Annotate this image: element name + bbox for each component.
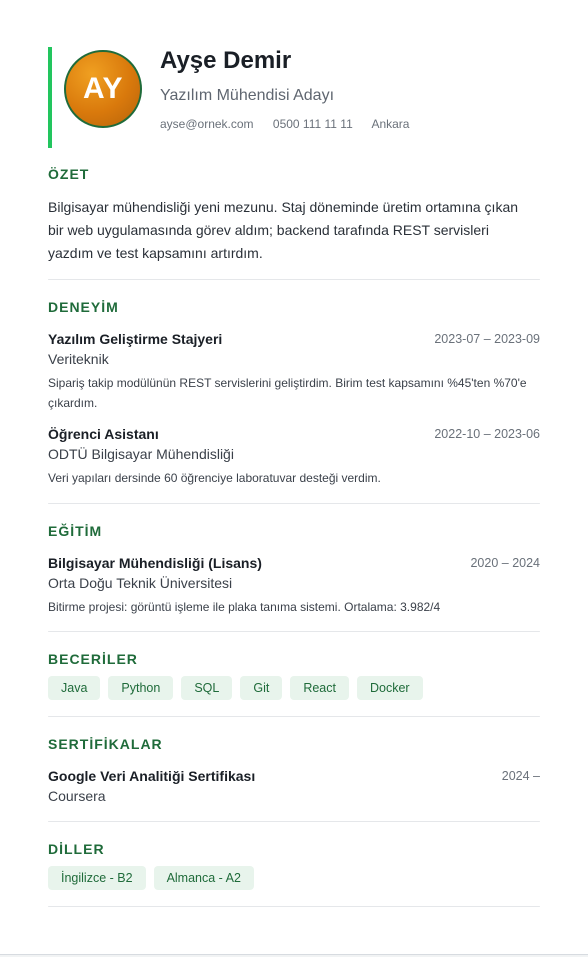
- section-divider: [48, 631, 540, 632]
- certificate-item-date: 2024 –: [501, 769, 540, 783]
- candidate-name: Ayşe Demir: [160, 47, 292, 74]
- candidate-role: Yazılım Mühendisi Adayı: [160, 87, 335, 104]
- experience-item-title: Yazılım Geliştirme Stajyeri: [48, 331, 223, 347]
- experience-item-org: ODTÜ Bilgisayar Mühendisliği: [48, 446, 234, 462]
- education-section-title: EĞİTİM: [48, 523, 103, 539]
- section-divider: [48, 279, 540, 280]
- contact-line: [160, 117, 425, 131]
- section-divider: [48, 906, 540, 907]
- experience-section-title: DENEYİM: [48, 299, 119, 315]
- skill-tag: React: [290, 676, 349, 700]
- skill-tag: Git: [240, 676, 282, 700]
- skills-section-title: BECERİLER: [48, 651, 138, 667]
- education-item-org: Orta Doğu Teknik Üniversitesi: [48, 575, 233, 591]
- skill-tag: Docker: [357, 676, 423, 700]
- experience-item-title: Öğrenci Asistanı: [48, 426, 159, 442]
- experience-item-desc: Sipariş takip modülünün REST servislerini geliştirdim. Birim test kapsamını %45'ten %70'e çıkardım.: [48, 376, 527, 410]
- languages-list: [48, 866, 254, 890]
- section-divider: [48, 821, 540, 822]
- experience-item-org: Veriteknik: [48, 351, 109, 367]
- certificate-item-org: Coursera: [48, 788, 106, 804]
- experience-item-date: 2023-07 – 2023-09: [434, 332, 540, 346]
- language-tag: İngilizce - B2: [48, 866, 146, 890]
- summary-section-title: ÖZET: [48, 166, 90, 182]
- experience-item-desc: Veri yapıları dersinde 60 öğrenciye laboratuvar desteği verdim.: [48, 471, 381, 485]
- section-divider: [48, 503, 540, 504]
- contact-city: Ankara: [371, 117, 410, 131]
- certificates-section-title: SERTİFİKALAR: [48, 736, 163, 752]
- resume-header: [48, 47, 540, 148]
- skills-list: [48, 676, 423, 700]
- avatar: AY: [64, 50, 142, 128]
- contact-phone[interactable]: 0500 111 11 11: [272, 117, 353, 131]
- languages-section-title: DİLLER: [48, 841, 105, 857]
- education-item-desc: Bitirme projesi: görüntü işleme ile plaka tanıma sistemi. Ortalama: 3.982/4: [48, 600, 441, 614]
- certificate-item-title: Google Veri Analitiği Sertifikası: [48, 768, 256, 784]
- language-tag: Almanca - A2: [154, 866, 254, 890]
- skill-tag: Java: [48, 676, 100, 700]
- education-item-title: Bilgisayar Mühendisliği (Lisans): [48, 555, 262, 571]
- section-divider: [48, 716, 540, 717]
- education-item-date: 2020 – 2024: [470, 556, 540, 570]
- contact-email[interactable]: ayse@ornek.com: [160, 117, 254, 131]
- summary-text: Bilgisayar mühendisliği yeni mezunu. Staj döneminde üretim ortamına çıkan bir web uygulamasında görev aldım; backend tarafında REST servisleri yazdım ve test kapsamını artırdım.: [48, 199, 519, 261]
- skill-tag: SQL: [181, 676, 232, 700]
- experience-item-date: 2022-10 – 2023-06: [434, 427, 540, 441]
- skill-tag: Python: [108, 676, 173, 700]
